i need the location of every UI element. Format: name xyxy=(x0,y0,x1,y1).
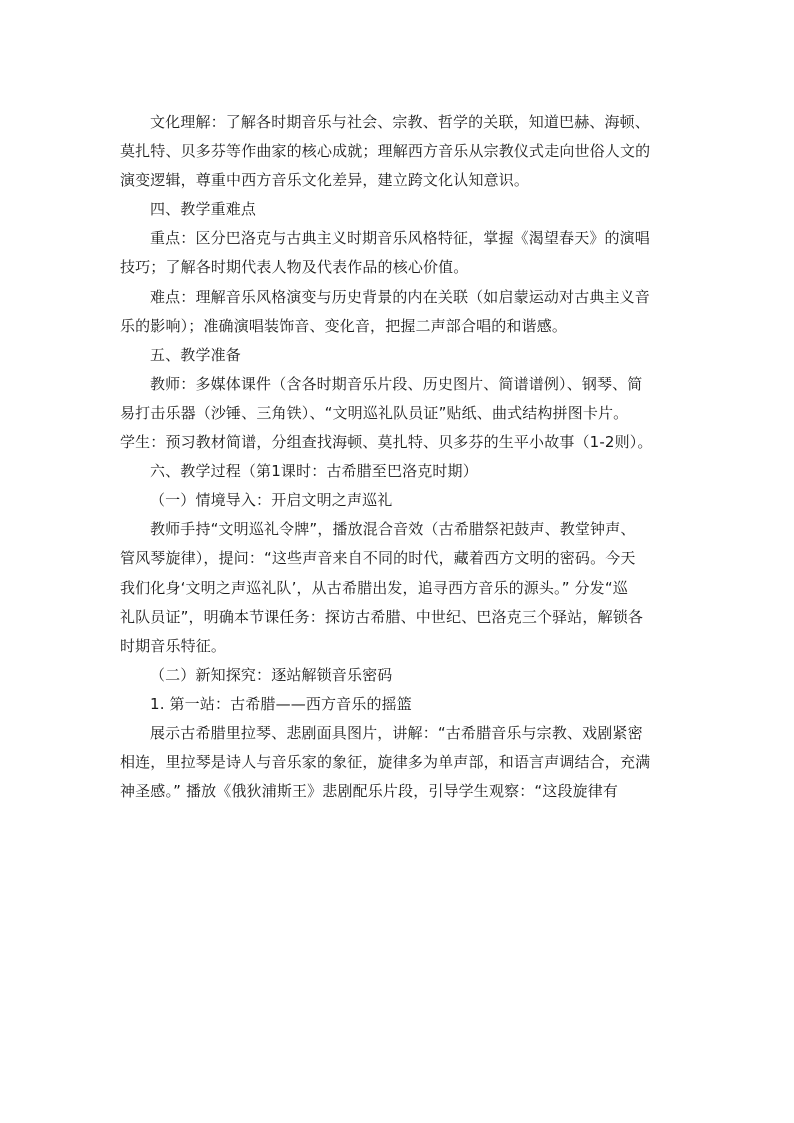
text-line: 重点：区分巴洛克与古典主义时期音乐风格特征，掌握《渴望春天》的演唱 xyxy=(150,229,650,248)
text-line: 技巧；了解各时期代表人物及代表作品的核心价值。 xyxy=(120,258,469,277)
text-line: 难点：理解音乐风格演变与历史背景的内在关联（如启蒙运动对古典主义音 xyxy=(150,287,650,306)
text-line: 管风琴旋律），提问：“这些声音来自不同的时代，藏着西方文明的密码。今天 xyxy=(120,549,636,568)
text-line: 学生：预习教材简谱，分组查找海顿、莫扎特、贝多芬的生平小故事（1-2则）。 xyxy=(120,433,653,452)
text-line: 乐的影响）；准确演唱装饰音、变化音，把握二声部合唱的和谐感。 xyxy=(120,316,568,335)
section-heading: 六、教学过程（第1课时：古希腊至巴洛克时期） xyxy=(150,462,478,481)
text-line: 文化理解：了解各时期音乐与社会、宗教、哲学的关联，知道巴赫、海顿、 xyxy=(150,113,650,131)
subsection-heading: （一）情境导入：开启文明之声巡礼 xyxy=(150,491,393,510)
text-line: 莫扎特、贝多芬等作曲家的核心成就；理解西方音乐从宗教仪式走向世俗人文的 xyxy=(120,142,651,161)
text-line: 教师手持“文明巡礼令牌”，播放混合音效（古希腊祭祀鼓声、教堂钟声、 xyxy=(150,520,636,539)
text-line: 教师：多媒体课件（含各时期音乐片段、历史图片、简谱谱例）、钢琴、简 xyxy=(150,374,643,393)
list-item-heading: 1. 第一站：古希腊——西方音乐的摇篮 xyxy=(150,694,412,713)
text-line: 我们化身‘文明之声巡礼队’，从古希腊出发，追寻西方音乐的源头。” 分发“巡 xyxy=(120,578,628,597)
subsection-heading: （二）新知探究：逐站解锁音乐密码 xyxy=(150,665,393,684)
text-line: 礼队员证”，明确本节课任务：探访古希腊、中世纪、巴洛克三个驿站，解锁各 xyxy=(120,607,644,626)
document-body xyxy=(120,108,690,806)
text-line: 演变逻辑，尊重中西方音乐文化差异，建立跨文化认知意识。 xyxy=(120,171,530,190)
text-line: 时期音乐特征。 xyxy=(120,636,227,655)
section-heading: 四、教学重难点 xyxy=(150,200,257,219)
text-line: 神圣感。” 播放《俄狄浦斯王》悲剧配乐片段，引导学生观察：“这段旋律有 xyxy=(120,782,619,801)
section-heading: 五、教学准备 xyxy=(150,345,241,364)
text-line: 展示古希腊里拉琴、悲剧面具图片，讲解：“古希腊音乐与宗教、戏剧紧密 xyxy=(150,723,643,742)
text-line: 易打击乐器（沙锤、三角铁）、“文明巡礼队员证”贴纸、曲式结构拼图卡片。 xyxy=(120,403,629,422)
text-line: 相连，里拉琴是诗人与音乐家的象征，旋律多为单声部，和语言声调结合，充满 xyxy=(120,753,651,772)
